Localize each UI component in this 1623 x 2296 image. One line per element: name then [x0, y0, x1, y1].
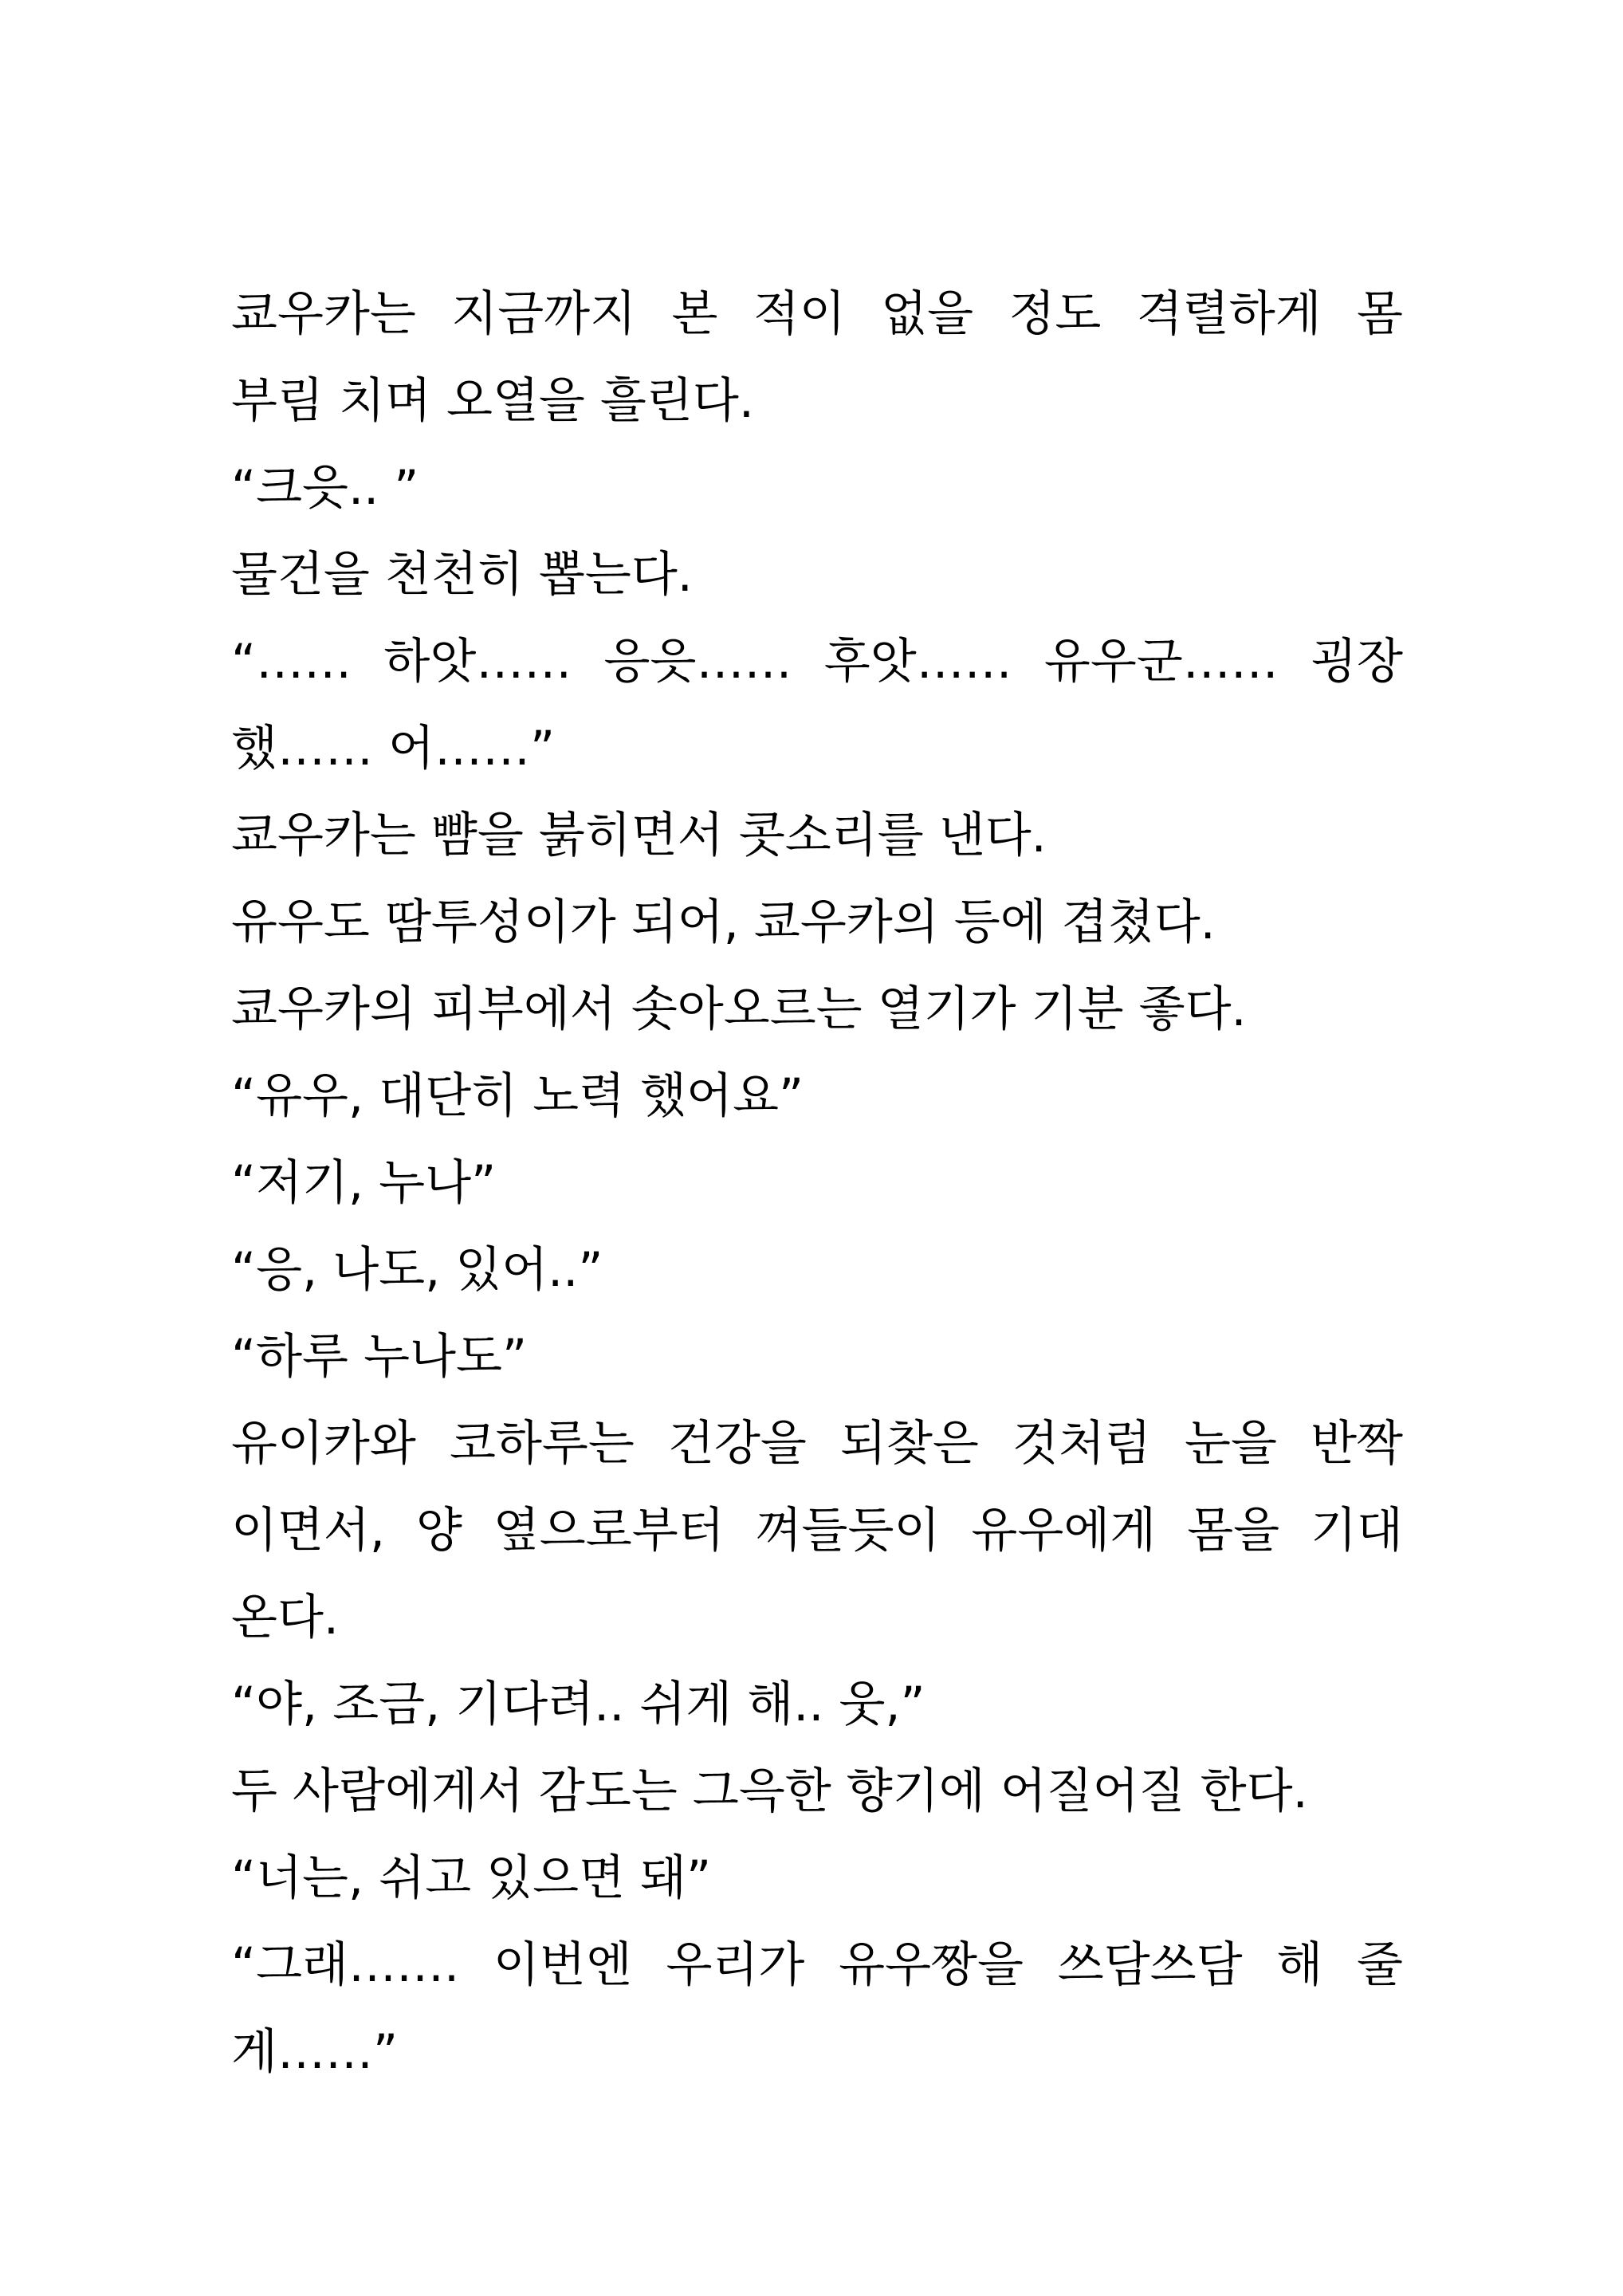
text-line: 게……”: [231, 2024, 399, 2080]
paragraph: [231, 1314, 1403, 1401]
paragraph: [231, 1401, 1403, 1661]
text-line: “유우, 대단히 노력 했어요”: [231, 1068, 804, 1124]
paragraph: [231, 445, 1403, 532]
text-line: 유이카와 코하루는 건강을 되찾은 것처럼 눈을 반짝: [231, 1416, 1403, 1472]
paragraph: [231, 1227, 1403, 1314]
paragraph: [231, 1053, 1403, 1140]
text-line: “그래……. 이번엔 우리가 유우짱을 쓰담쓰담 해 줄: [231, 1937, 1403, 1993]
text-line: “너는, 쉬고 있으면 돼”: [231, 1850, 712, 1906]
text-line: 했…… 어……”: [231, 721, 556, 776]
text-line: 유우도 땀투성이가 되어, 쿄우카의 등에 겹쳤다.: [231, 894, 1216, 950]
paragraph: [231, 1748, 1403, 1835]
text-line: “하루 누나도”: [231, 1329, 528, 1385]
text-line: 두 사람에게서 감도는 그윽한 향기에 어질어질 한다.: [231, 1763, 1308, 1819]
paragraph: [231, 1922, 1403, 2096]
paragraph: [231, 271, 1403, 445]
text-line: 쿄우카는 뺨을 붉히면서 콧소리를 낸다.: [231, 808, 1047, 863]
text-line: “저기, 누나”: [231, 1155, 497, 1211]
story-text: [231, 271, 1403, 2096]
paragraph: [231, 879, 1403, 966]
text-line: “야, 조금, 기다려.. 쉬게 해.. 웃,”: [231, 1677, 925, 1732]
paragraph: [231, 792, 1403, 879]
paragraph: [231, 1661, 1403, 1748]
text-line: 부림 치며 오열을 흘린다.: [231, 373, 754, 429]
paragraph: [231, 619, 1403, 792]
text-line: 이면서, 양 옆으로부터 껴들듯이 유우에게 몸을 기대: [231, 1503, 1403, 1559]
text-line: “크읏.. ”: [231, 460, 419, 516]
paragraph: [231, 966, 1403, 1053]
paragraph: [231, 1835, 1403, 1922]
paragraph: [231, 532, 1403, 619]
text-line: 쿄우카는 지금까지 본 적이 없을 정도 격렬하게 몸: [231, 286, 1403, 342]
text-line: “응, 나도, 있어..”: [231, 1242, 603, 1298]
text-line: 온다.: [231, 1590, 339, 1645]
text-line: 물건을 천천히 뽑는다.: [231, 547, 693, 603]
text-line: 쿄우카의 피부에서 솟아오르는 열기가 기분 좋다.: [231, 981, 1247, 1037]
text-line: “…… 하앗…… 응읏…… 후앗…… 유우군…… 굉장: [231, 634, 1403, 690]
paragraph: [231, 1140, 1403, 1227]
